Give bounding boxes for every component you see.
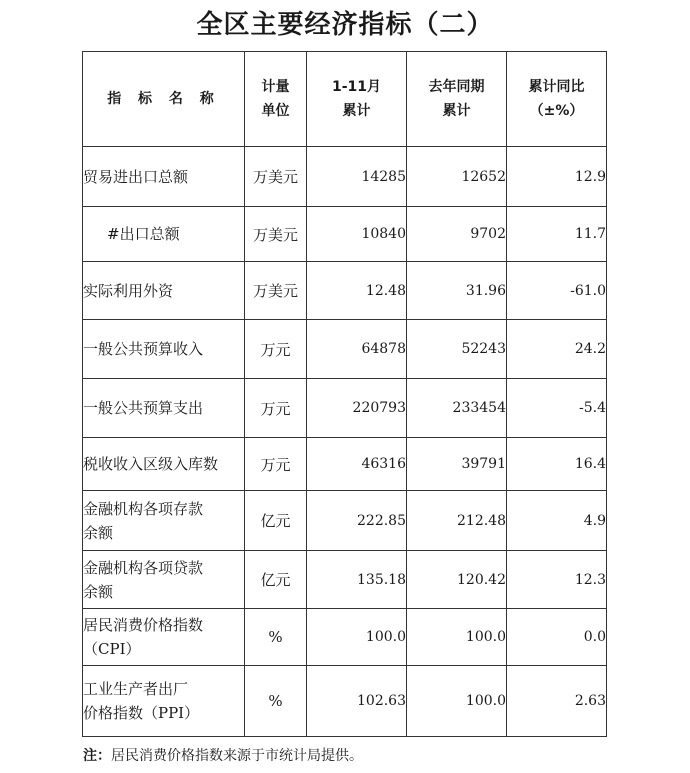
header-last-year-line-2: 累计 — [442, 103, 471, 119]
yoy-change-cell: -61.0 — [507, 262, 607, 320]
header-current-cumulative — [307, 52, 407, 147]
indicator-name-line: 余额 — [83, 523, 114, 542]
current-cumulative-cell: 222.85 — [307, 491, 407, 551]
last-year-cumulative-cell: 39791 — [407, 438, 507, 491]
unit-cell: 万元 — [245, 320, 307, 379]
current-cumulative-cell: 12.48 — [307, 262, 407, 320]
unit-cell: % — [245, 666, 307, 737]
indicator-name-line: 工业生产者出厂 — [83, 680, 189, 698]
yoy-change-cell: 16.4 — [507, 438, 607, 491]
yoy-change-cell: 11.7 — [507, 207, 607, 262]
indicator-name-cell — [83, 262, 245, 320]
indicator-name-cell — [83, 609, 245, 666]
indicator-name-line: （CPI） — [83, 640, 141, 658]
yoy-change-cell: 4.9 — [507, 491, 607, 551]
footnote-label: 注： — [83, 748, 111, 764]
yoy-change-cell: 2.63 — [507, 666, 607, 737]
header-indicator-name-label: 指 标 名 称 — [107, 91, 220, 107]
table-row — [83, 320, 607, 379]
indicator-name-line: #出口总额 — [107, 225, 180, 243]
yoy-change-cell: 24.2 — [507, 320, 607, 379]
unit-cell: 万元 — [245, 379, 307, 438]
last-year-cumulative-cell: 52243 — [407, 320, 507, 379]
table-row — [83, 438, 607, 491]
yoy-change-cell: 12.3 — [507, 551, 607, 609]
last-year-cumulative-cell: 212.48 — [407, 491, 507, 551]
unit-cell: 万美元 — [245, 207, 307, 262]
indicator-name-cell — [83, 207, 245, 262]
header-current-line-2: 累计 — [342, 103, 371, 119]
indicator-name-line: 余额 — [83, 582, 114, 601]
table-row — [83, 491, 607, 551]
table-row — [83, 379, 607, 438]
current-cumulative-cell: 135.18 — [307, 551, 407, 609]
yoy-change-cell: 0.0 — [507, 609, 607, 666]
table-row — [83, 666, 607, 737]
current-cumulative-cell: 10840 — [307, 207, 407, 262]
current-cumulative-cell: 46316 — [307, 438, 407, 491]
indicator-name-line: 实际利用外资 — [83, 281, 174, 300]
yoy-change-cell: -5.4 — [507, 379, 607, 438]
last-year-cumulative-cell: 31.96 — [407, 262, 507, 320]
yoy-change-cell: 12.9 — [507, 147, 607, 207]
current-cumulative-cell: 220793 — [307, 379, 407, 438]
unit-cell: 万美元 — [245, 262, 307, 320]
header-unit-line-2: 单位 — [261, 103, 290, 119]
unit-cell: 亿元 — [245, 551, 307, 609]
footnote-text: 居民消费价格指数来源于市统计局提供。 — [111, 748, 363, 764]
header-current-line-1: 1-11月 — [331, 79, 382, 95]
indicator-name-cell — [83, 147, 245, 207]
indicator-name-line: 金融机构各项贷款 — [83, 558, 204, 577]
indicators-table — [82, 51, 607, 737]
header-change-line-2: （±%） — [529, 103, 584, 119]
last-year-cumulative-cell: 12652 — [407, 147, 507, 207]
header-unit-line-1: 计量 — [261, 79, 290, 95]
indicator-name-line: 一般公共预算收入 — [83, 340, 204, 358]
indicator-name-line: 贸易进出口总额 — [83, 167, 189, 186]
indicator-name-line: 价格指数（PPI） — [83, 704, 200, 722]
table-row — [83, 147, 607, 207]
current-cumulative-cell: 100.0 — [307, 609, 407, 666]
table-header-row — [83, 52, 607, 147]
indicator-name-cell — [83, 551, 245, 609]
indicator-name-cell — [83, 438, 245, 491]
last-year-cumulative-cell: 100.0 — [407, 666, 507, 737]
last-year-cumulative-cell: 120.42 — [407, 551, 507, 609]
unit-cell: 万美元 — [245, 147, 307, 207]
indicator-name-line: 金融机构各项存款 — [83, 499, 204, 518]
header-yoy-change — [507, 52, 607, 147]
table-row — [83, 551, 607, 609]
current-cumulative-cell: 64878 — [307, 320, 407, 379]
header-last-year-line-1: 去年同期 — [428, 79, 485, 95]
unit-cell: 万元 — [245, 438, 307, 491]
unit-cell: % — [245, 609, 307, 666]
last-year-cumulative-cell: 233454 — [407, 379, 507, 438]
current-cumulative-cell: 14285 — [307, 147, 407, 207]
last-year-cumulative-cell: 100.0 — [407, 609, 507, 666]
table-row — [83, 262, 607, 320]
header-last-year-cumulative — [407, 52, 507, 147]
header-unit — [245, 52, 307, 147]
indicator-name-cell — [83, 320, 245, 379]
indicator-name-cell — [83, 666, 245, 737]
header-change-line-1: 累计同比 — [528, 79, 585, 95]
last-year-cumulative-cell: 9702 — [407, 207, 507, 262]
current-cumulative-cell: 102.63 — [307, 666, 407, 737]
table-row — [83, 207, 607, 262]
indicator-name-line: 居民消费价格指数 — [83, 616, 204, 634]
page-title: 全区主要经济指标（二） — [196, 10, 494, 40]
indicator-name-cell — [83, 491, 245, 551]
footnote — [83, 746, 363, 766]
unit-cell: 亿元 — [245, 491, 307, 551]
indicator-name-line: 税收收入区级入库数 — [83, 455, 219, 473]
indicator-name-cell — [83, 379, 245, 438]
indicator-name-line: 一般公共预算支出 — [83, 399, 204, 417]
table-row — [83, 609, 607, 666]
header-indicator-name — [83, 52, 245, 147]
